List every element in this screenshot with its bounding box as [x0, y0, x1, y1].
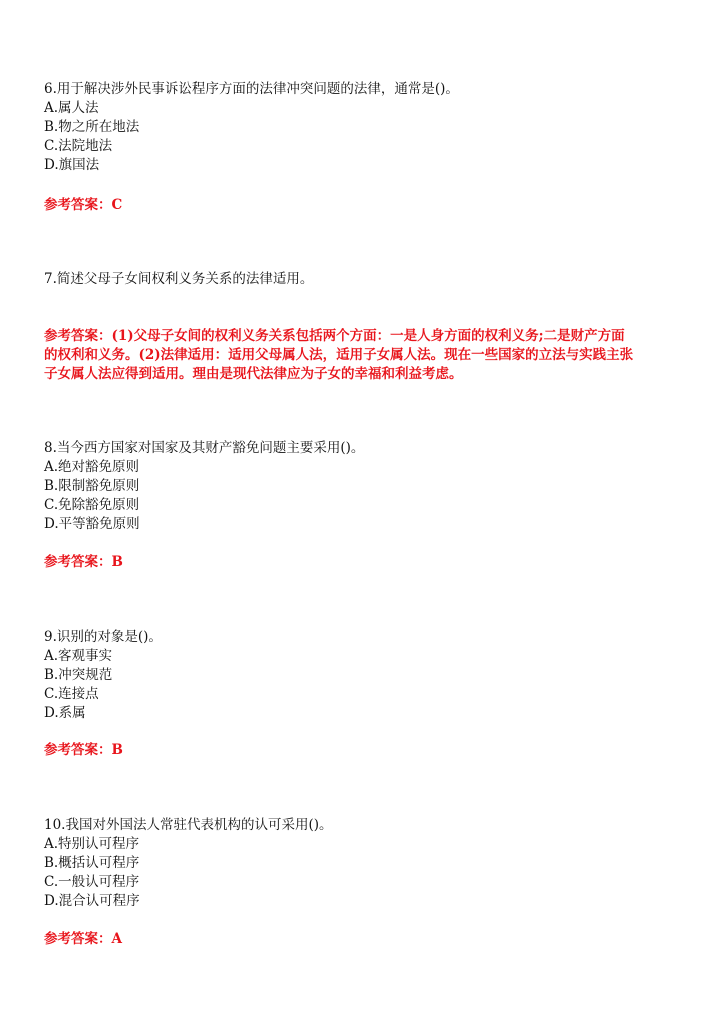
- answer-label: 参考答案：: [44, 742, 112, 758]
- option-b: B.限制豁免原则: [44, 478, 140, 494]
- answer-value: B: [111, 554, 123, 570]
- option-d: D.系属: [44, 705, 86, 721]
- answer-6: [44, 196, 684, 215]
- question-9: [44, 628, 684, 723]
- option-c: C.连接点: [44, 686, 99, 702]
- question-7: [44, 270, 684, 289]
- option-b: B.概括认可程序: [44, 855, 140, 871]
- option-a: A.特别认可程序: [44, 836, 140, 852]
- question-10: [44, 816, 684, 911]
- option-c: C.免除豁免原则: [44, 497, 140, 513]
- answer-10: [44, 930, 684, 949]
- answer-value: B: [111, 742, 123, 758]
- question-stem: 9.识别的对象是()。: [44, 629, 162, 645]
- question-stem: 8.当今西方国家对国家及其财产豁免问题主要采用()。: [44, 440, 365, 456]
- question-6: [44, 80, 684, 175]
- answer-label: 参考答案：: [44, 554, 112, 570]
- option-d: D.混合认可程序: [44, 893, 140, 909]
- question-stem: 10.我国对外国法人常驻代表机构的认可采用()。: [44, 817, 333, 833]
- question-8: [44, 439, 684, 534]
- option-c: C.法院地法: [44, 138, 113, 154]
- answer-8: [44, 553, 684, 572]
- answer-text-line-3: 子女属人法应得到适用。理由是现代法律应为子女的幸福和利益考虑。: [44, 366, 463, 382]
- option-a: A.属人法: [44, 100, 99, 116]
- question-stem: 7.简述父母子女间权利义务关系的法律适用。: [44, 271, 314, 287]
- answer-label: 参考答案：: [44, 328, 112, 344]
- option-c: C.一般认可程序: [44, 874, 140, 890]
- option-a: A.客观事实: [44, 648, 113, 664]
- answer-value: C: [111, 197, 123, 213]
- option-b: B.物之所在地法: [44, 119, 140, 135]
- option-b: B.冲突规范: [44, 667, 113, 683]
- question-stem: 6.用于解决涉外民事诉讼程序方面的法律冲突问题的法律，通常是()。: [44, 81, 459, 97]
- answer-9: [44, 741, 684, 760]
- option-d: D.平等豁免原则: [44, 516, 140, 532]
- option-d: D.旗国法: [44, 157, 100, 173]
- answer-text-line-2: 的权利和义务。(2)法律适用：适用父母属人法，适用子女属人法。现在一些国家的立法与实践主张: [44, 347, 634, 363]
- answer-value: A: [111, 931, 122, 947]
- answer-text-line-1: (1)父母子女间的权利义务关系包括两个方面：一是人身方面的权利义务;二是财产方面: [111, 328, 625, 344]
- answer-label: 参考答案：: [44, 197, 112, 213]
- answer-label: 参考答案：: [44, 931, 112, 947]
- answer-7: [44, 327, 684, 384]
- option-a: A.绝对豁免原则: [44, 459, 140, 475]
